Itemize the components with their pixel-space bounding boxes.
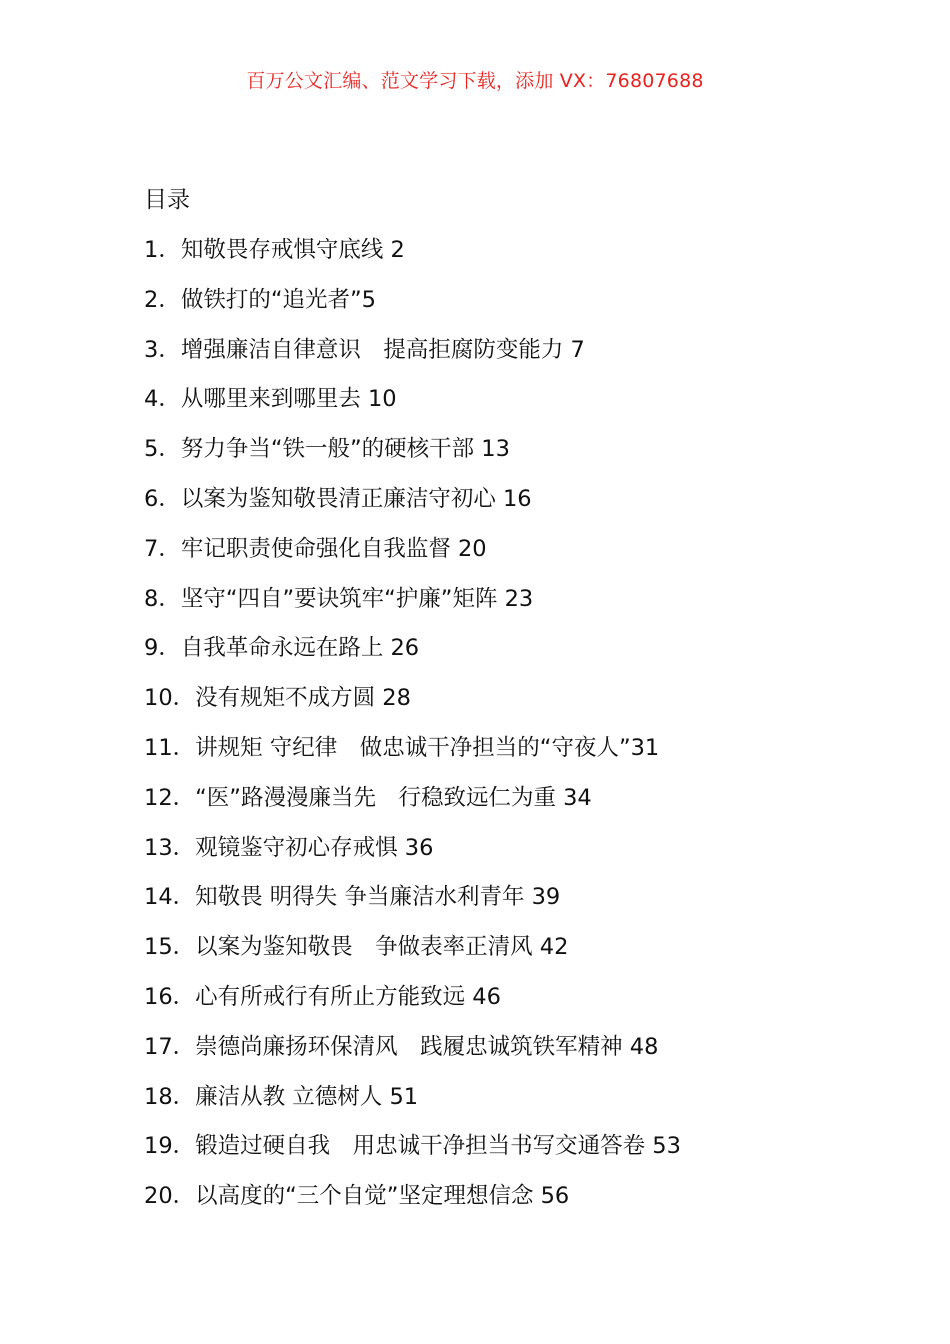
toc-item-8 [144, 579, 924, 629]
toc-item-number: 13． [144, 834, 196, 861]
toc-item-number: 10． [144, 685, 196, 712]
toc-item-7 [144, 529, 924, 579]
toc-item-16 [144, 977, 924, 1027]
toc-item-number: 9． [144, 635, 181, 662]
toc-title: 目录 [144, 187, 190, 213]
toc-item-4 [144, 379, 924, 429]
toc-item-text: 从哪里来到哪里去 10 [180, 386, 397, 413]
toc-item-20 [144, 1176, 924, 1226]
toc-item-number: 5． [144, 436, 181, 463]
toc-item-text: 知敬畏 明得失 争当廉洁水利青年 39 [195, 884, 561, 911]
toc-item-number: 20． [144, 1183, 196, 1210]
toc-item-number: 15． [144, 934, 196, 961]
toc-item-text: 以案为鉴知敬畏 争做表率正清风 42 [195, 934, 569, 961]
toc-item-number: 18． [144, 1083, 196, 1110]
toc-item-number: 1． [144, 237, 181, 263]
toc-item-6 [144, 479, 924, 529]
toc-item-2 [144, 280, 924, 330]
toc-item-text: 没有规矩不成方圆 28 [195, 685, 411, 712]
toc-item-number: 8． [144, 585, 181, 612]
toc-item-text: 观镜鉴守初心存戒惧 36 [195, 834, 434, 861]
toc-item-5 [144, 429, 924, 479]
toc-item-text: “医”路漫漫廉当先 行稳致远仁为重 34 [195, 784, 592, 811]
toc-item-18 [144, 1077, 924, 1127]
table-of-contents [144, 180, 924, 1226]
toc-item-text: 自我革命永远在路上 26 [180, 635, 420, 662]
toc-item-text: 知敬畏存戒惧守底线 2 [180, 237, 405, 263]
toc-item-3 [144, 330, 924, 380]
toc-item-number: 7． [144, 535, 181, 562]
toc-item-1 [144, 230, 924, 280]
toc-item-text: 以高度的“三个自觉”坚定理想信念 56 [195, 1183, 570, 1210]
toc-item-text: 心有所戒行有所止方能致远 46 [195, 983, 501, 1010]
toc-item-number: 6． [144, 485, 181, 512]
toc-item-text: 以案为鉴知敬畏清正廉洁守初心 16 [180, 485, 532, 512]
toc-item-text: 做铁打的“追光者”5 [180, 286, 376, 313]
toc-item-11 [144, 728, 924, 778]
toc-item-number: 17． [144, 1033, 196, 1060]
toc-item-text: 牢记职责使命强化自我监督 20 [180, 535, 487, 562]
toc-item-number: 2． [144, 286, 181, 313]
toc-item-12 [144, 778, 924, 828]
toc-item-text: 锻造过硬自我 用忠诚干净担当书写交通答卷 53 [195, 1133, 681, 1160]
header-contact-note: 百万公文汇编、范文学习下载，添加 VX：76807688 [246, 70, 704, 92]
toc-item-text: 讲规矩 守纪律 做忠诚干净担当的“守夜人”31 [195, 734, 660, 761]
toc-item-13 [144, 828, 924, 878]
toc-item-number: 16． [144, 983, 196, 1010]
toc-item-15 [144, 927, 924, 977]
toc-item-17 [144, 1027, 924, 1077]
toc-list [144, 230, 924, 1226]
toc-item-number: 11． [144, 734, 196, 761]
toc-item-text: 坚守“四自”要诀筑牢“护廉”矩阵 23 [180, 585, 534, 612]
toc-item-number: 12． [144, 784, 196, 811]
toc-item-10 [144, 678, 924, 728]
toc-item-text: 增强廉洁自律意识 提高拒腐防变能力 7 [180, 336, 585, 363]
toc-item-text: 努力争当“铁一般”的硬核干部 13 [180, 436, 510, 463]
toc-item-text: 崇德尚廉扬环保清风 践履忠诚筑铁军精神 48 [195, 1033, 659, 1060]
toc-item-number: 19． [144, 1133, 196, 1160]
toc-item-9 [144, 628, 924, 678]
toc-item-14 [144, 877, 924, 927]
toc-item-number: 14． [144, 884, 196, 911]
toc-item-number: 3． [144, 336, 181, 363]
toc-item-19 [144, 1126, 924, 1176]
toc-item-number: 4． [144, 386, 181, 413]
toc-item-text: 廉洁从教 立德树人 51 [195, 1083, 419, 1110]
